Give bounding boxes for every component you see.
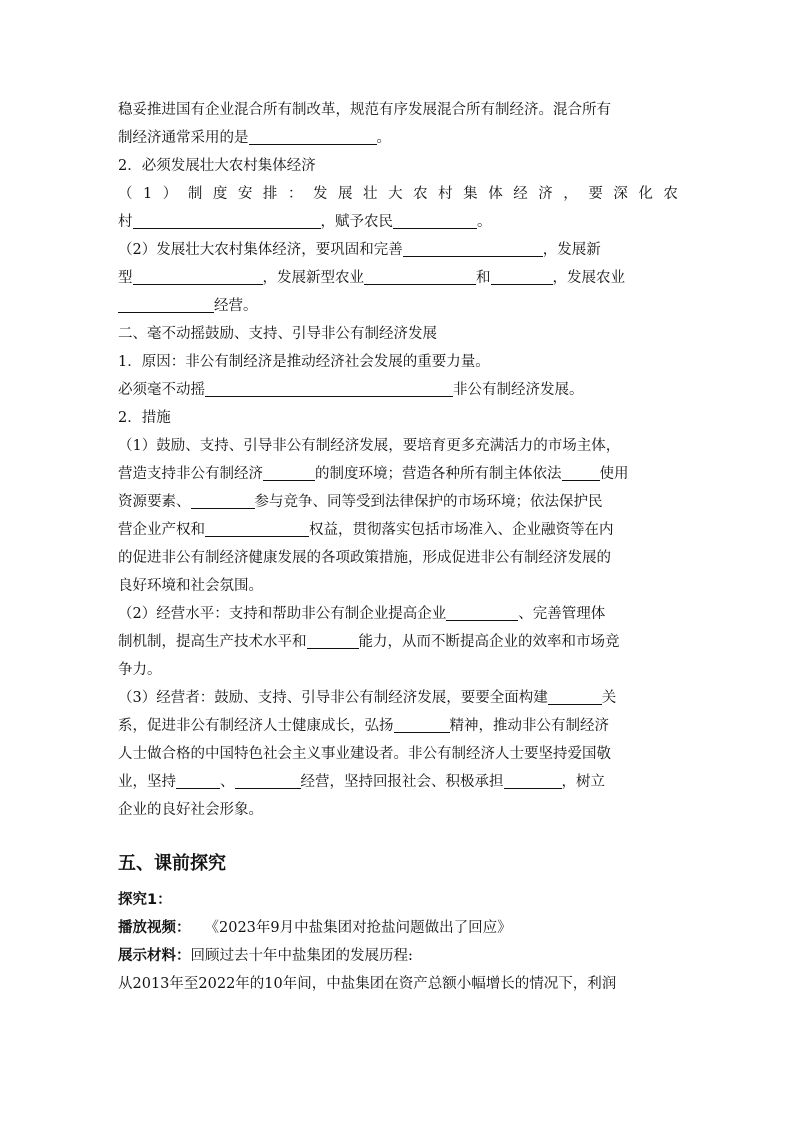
paragraph-line: 必须毫不动摇 非公有制经济发展。 <box>118 376 678 404</box>
fill-blank[interactable] <box>205 378 453 397</box>
justified-char: （ <box>118 186 133 202</box>
paragraph-line: 人士做合格的中国特色社会主义事业建设者。非公有制经济人士要坚持爱国敬 <box>118 746 611 762</box>
paragraph-line: 争力。 <box>118 662 162 678</box>
fill-blank[interactable] <box>307 630 359 649</box>
paragraph-line: 从2013年至2022年的10年间，中盐集团在资产总额小幅增长的情况下，利润 <box>118 976 617 992</box>
fill-blank[interactable] <box>403 238 543 257</box>
paragraph-line: 制机制，提高生产技术水平和 能力，从而不断提高企业的效率和市场竞 <box>118 628 678 656</box>
justified-char: 制 <box>187 186 203 202</box>
justified-char: 安 <box>237 186 253 202</box>
paragraph-line: 营企业产权和 权益，贯彻落实包括市场准入、企业融资等在内 <box>118 516 678 544</box>
fill-blank[interactable] <box>562 462 600 481</box>
paragraph-line: 展示材料：回顾过去十年中盐集团的发展历程: <box>118 948 413 964</box>
fill-blank[interactable] <box>235 770 301 789</box>
justified-char: 农 <box>663 186 678 202</box>
section-title: 二、毫不动摇鼓励、支持、引导非公有制经济发展 <box>118 326 437 342</box>
paragraph-line: 村 ，赋予农民 。 <box>118 208 678 236</box>
justified-char: 度 <box>212 186 228 202</box>
text: 。 <box>376 130 391 146</box>
justified-char: 经 <box>513 186 528 202</box>
section-title: 2．必须发展壮大农村集体经济 <box>118 158 316 174</box>
justified-char: 化 <box>638 186 653 202</box>
paragraph-line: 的促进非公有制经济健康发展的各项政策措施，形成促进非公有制经济发展的 <box>118 550 611 566</box>
fill-blank[interactable] <box>263 462 315 481</box>
section-heading: 五、课前探究 <box>118 853 226 874</box>
fill-blank[interactable] <box>205 518 309 537</box>
fill-blank[interactable] <box>394 714 450 733</box>
justified-char: 发 <box>312 186 328 202</box>
justified-char: 壮 <box>363 186 378 202</box>
justified-char: 排 <box>262 186 278 202</box>
paragraph-line: 1．原因：非公有制经济是推动经济社会发展的重要力量。 <box>118 354 490 370</box>
paragraph-line: 营造支持非公有制经济 的制度环境；营造各种所有制主体依法 使用 <box>118 460 678 488</box>
sub-heading: 探究1： <box>118 892 172 908</box>
text: 稳妥推进国有企业混合所有制改革，规范有序发展混合所有制经济。混合所有 <box>118 102 611 118</box>
paragraph-line: 系，促进非公有制经济人士健康成长，弘扬 精神，推动非公有制经济 <box>118 712 678 740</box>
fill-blank[interactable] <box>133 266 263 285</box>
paragraph-line: 型 ，发展新型农业 和 ，发展农业 <box>118 264 678 292</box>
justified-char: 1 <box>143 186 153 202</box>
justified-line <box>118 180 678 208</box>
fill-blank[interactable] <box>118 294 214 313</box>
fill-blank[interactable] <box>504 770 562 789</box>
paragraph-line: 企业的良好社会形象。 <box>118 802 263 818</box>
fill-blank[interactable] <box>446 602 518 621</box>
justified-char: 济 <box>538 186 553 202</box>
fill-blank[interactable] <box>133 210 321 229</box>
paragraph-line: （2）发展壮大农村集体经济，要巩固和完善 ，发展新 <box>118 236 678 264</box>
fill-blank[interactable] <box>393 210 477 229</box>
justified-char: 集 <box>463 186 478 202</box>
paragraph-line <box>118 96 678 124</box>
justified-char: 大 <box>388 186 403 202</box>
text: 制经济通常采用的是 <box>118 130 249 146</box>
fill-blank[interactable] <box>548 686 602 705</box>
paragraph-line: 良好环境和社会氛围。 <box>118 578 263 594</box>
fill-blank[interactable] <box>249 126 377 145</box>
fill-blank[interactable] <box>491 266 553 285</box>
justified-char: 要 <box>588 186 603 202</box>
paragraph-line: 资源要素、 参与竞争、同等受到法律保护的市场环境；依法保护民 <box>118 488 678 516</box>
fill-blank[interactable] <box>364 266 476 285</box>
justified-char: 展 <box>338 186 353 202</box>
paragraph-line <box>118 124 678 152</box>
paragraph-line: 播放视频： 《2023年9月中盐集团对抢盐问题做出了回应》 <box>118 920 512 936</box>
justified-char: 村 <box>438 186 453 202</box>
paragraph-line: 经营。 <box>118 292 678 320</box>
justified-char: ） <box>162 186 178 202</box>
justified-char: 农 <box>413 186 428 202</box>
justified-char: 深 <box>613 186 628 202</box>
justified-char: ， <box>563 186 578 202</box>
fill-blank[interactable] <box>191 490 255 509</box>
section-title: 2．措施 <box>118 410 171 426</box>
paragraph-line: 业，坚持 、 经营，坚持回报社会、积极承担 ，树立 <box>118 768 678 796</box>
fill-blank[interactable] <box>176 770 220 789</box>
justified-char: 体 <box>488 186 503 202</box>
paragraph-line: （1）鼓励、支持、引导非公有制经济发展，要培育更多充满活力的市场主体， <box>118 438 621 454</box>
document-page <box>118 96 678 998</box>
paragraph-line: （3）经营者：鼓励、支持、引导非公有制经济发展，要要全面构建 关 <box>118 684 678 712</box>
justified-char: ： <box>287 186 303 202</box>
paragraph-line: （2）经营水平：支持和帮助非公有制企业提高企业 、完善管理体 <box>118 600 678 628</box>
